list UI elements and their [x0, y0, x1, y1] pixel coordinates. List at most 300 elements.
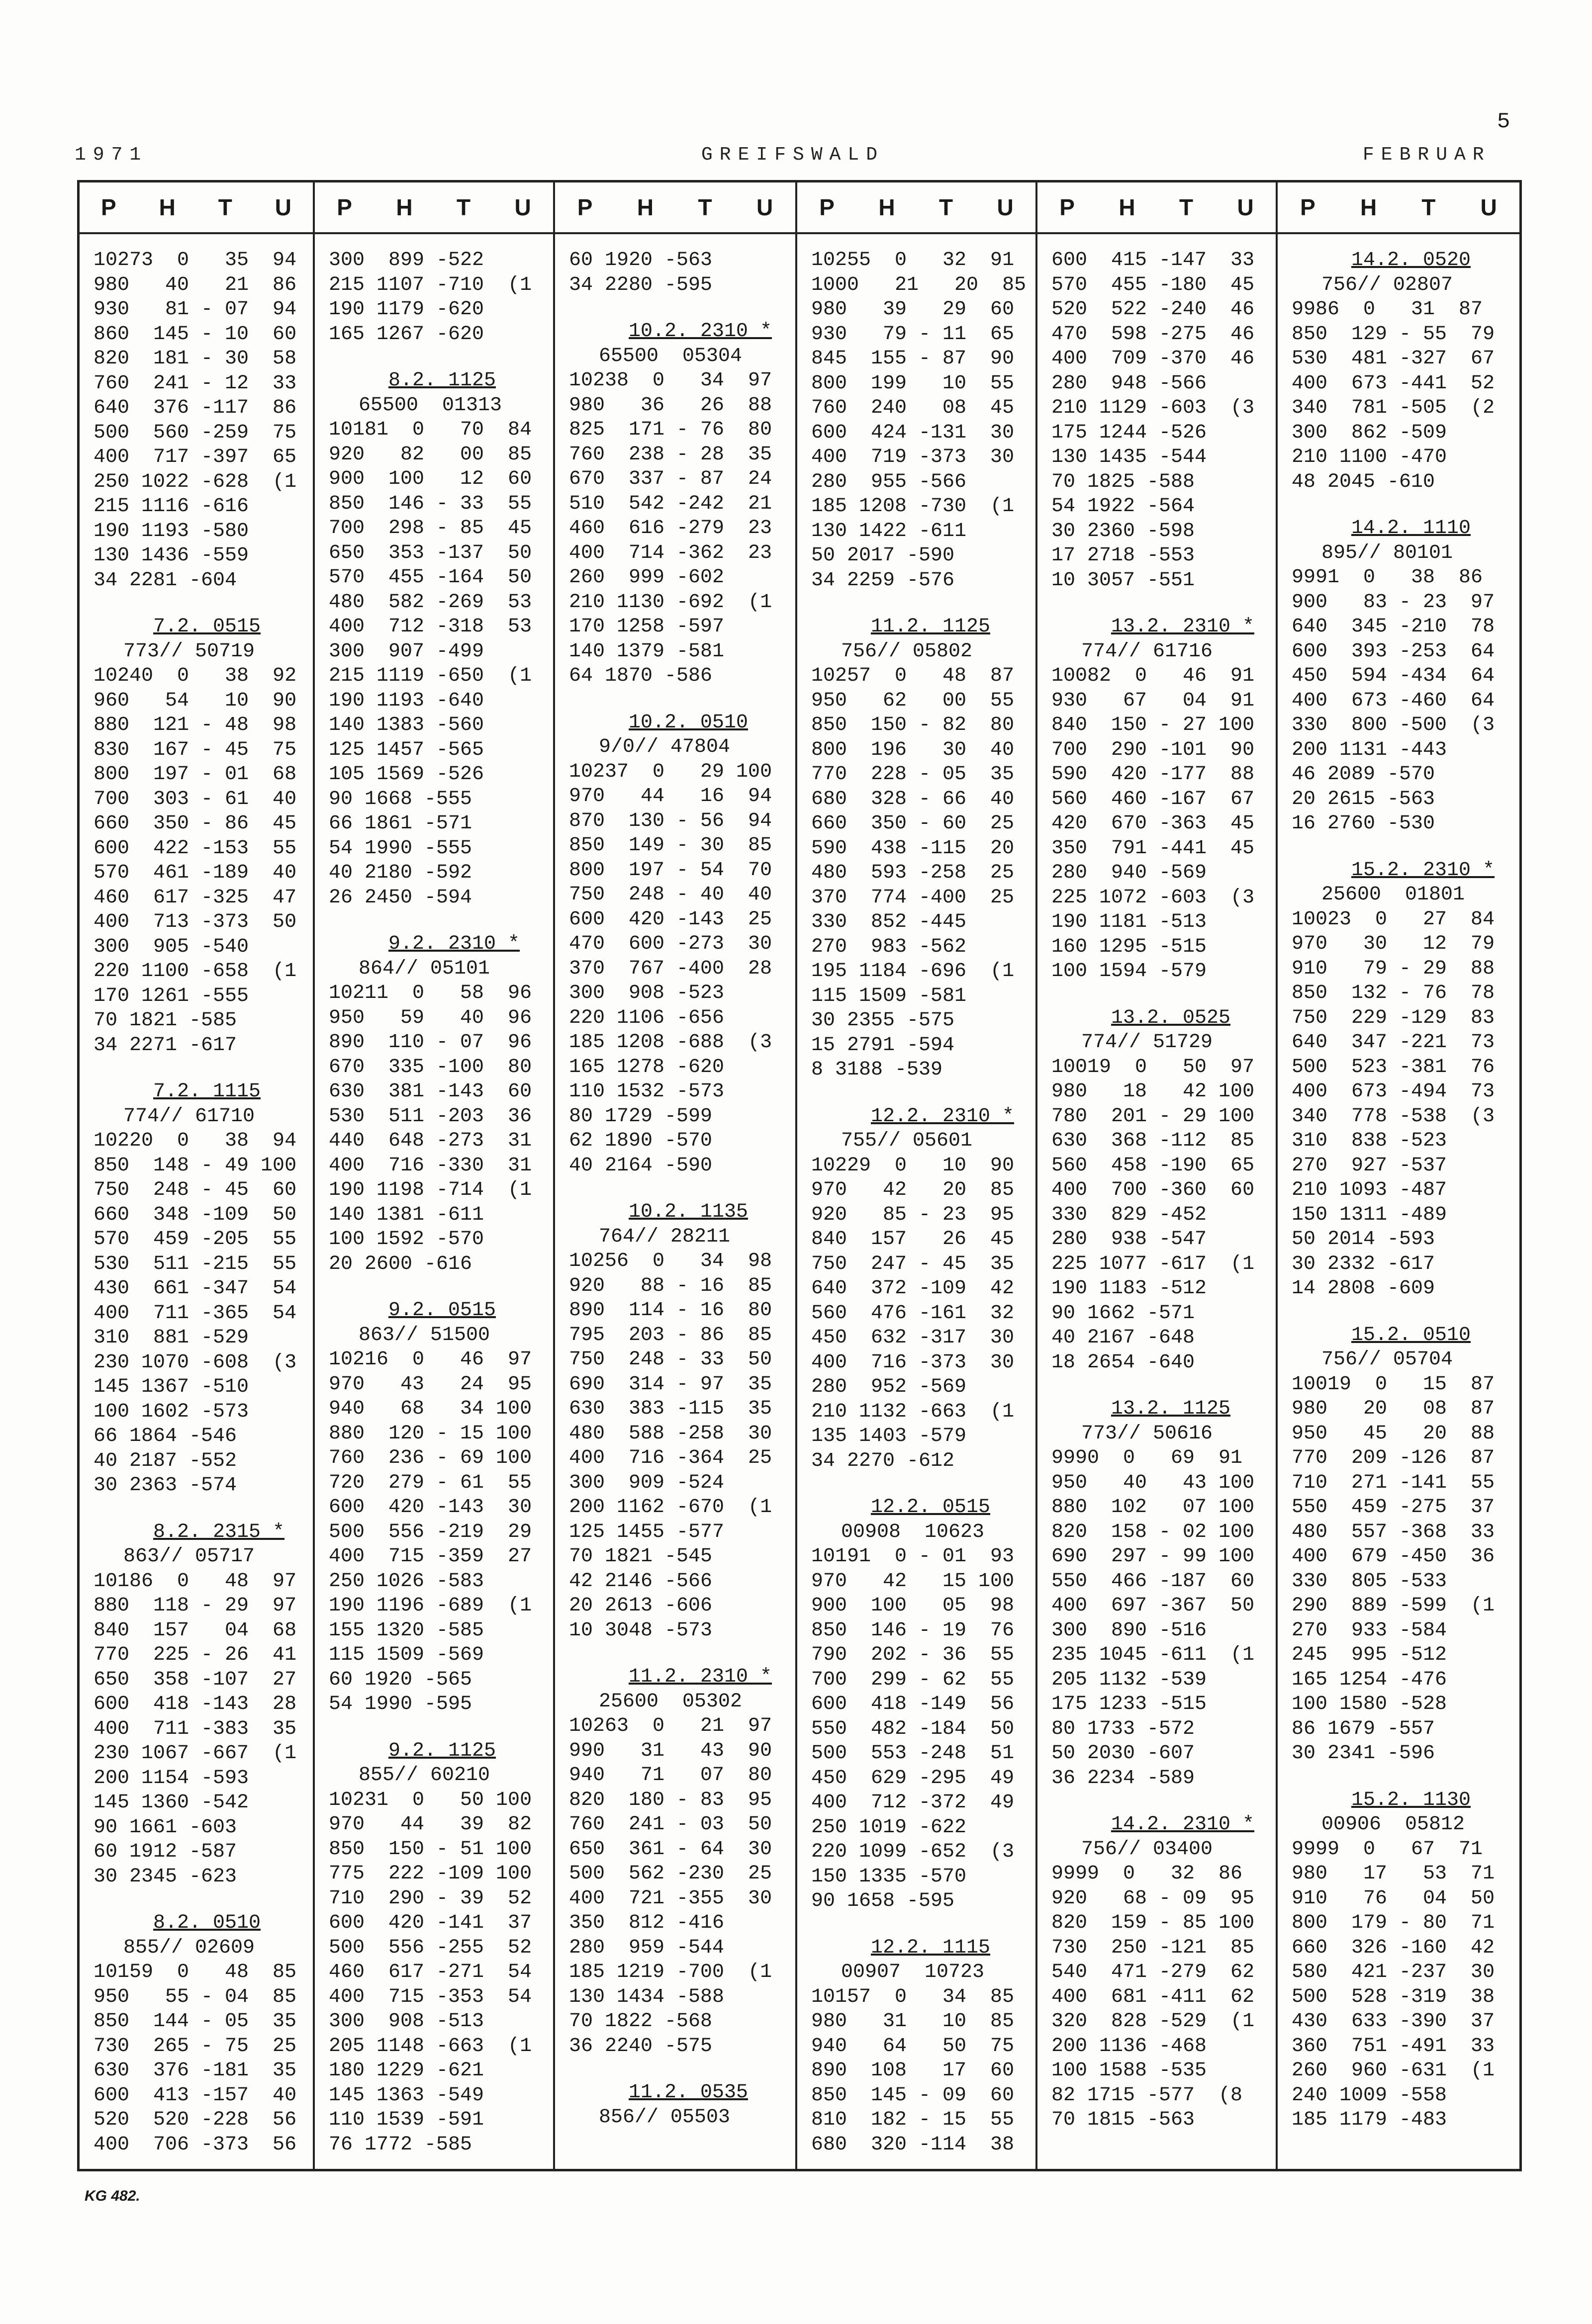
table-row: 130 1434 -588: [569, 1985, 725, 2008]
column-label: H: [1360, 194, 1377, 220]
table-row: 260 960 -631 (1: [1292, 2059, 1495, 2082]
sounding-code: 756// 03400: [1081, 1838, 1213, 1861]
table-row: 850 145 - 09 60: [811, 2084, 1015, 2107]
table-row: 330 829 -452: [1051, 1203, 1207, 1226]
sounding-code: 65500 01313: [359, 394, 502, 417]
table-row: 190 1198 -714 (1: [329, 1179, 532, 1201]
sounding-date-time: 14.2. 2310 *: [1111, 1813, 1255, 1836]
table-row: 530 511 -215 55: [94, 1252, 297, 1275]
table-row: 970 42 20 85: [811, 1179, 1015, 1201]
table-row: 30 2363 -574: [94, 1474, 237, 1497]
table-row: 30 2345 -623: [94, 1865, 237, 1888]
table-row: 420 670 -363 45: [1051, 812, 1255, 835]
table-row: 70 1822 -568: [569, 2010, 713, 2033]
table-row: 600 422 -153 55: [94, 837, 297, 860]
table-row: 10157 0 34 85: [811, 1985, 1015, 2008]
table-row: 760 241 - 03 50: [569, 1813, 772, 1836]
table-row: 10 3048 -573: [569, 1619, 713, 1642]
table-row: 690 314 - 97 35: [569, 1373, 772, 1396]
table-row: 280 938 -547: [1051, 1228, 1207, 1251]
table-row: 400 673 -441 52: [1292, 372, 1495, 395]
table-row: 10256 0 34 98: [569, 1250, 772, 1272]
table-row: 115 1509 -569: [329, 1644, 484, 1666]
table-row: 110 1532 -573: [569, 1080, 725, 1103]
table-row: 100 1594 -579: [1051, 960, 1207, 983]
table-row: 76 1772 -585: [329, 2133, 472, 2156]
table-row: 300 890 -516: [1051, 1619, 1207, 1642]
table-row: 215 1119 -650 (1: [329, 665, 532, 687]
column-body: [1278, 234, 1519, 2133]
table-row: 86 1679 -557: [1292, 1717, 1435, 1740]
table-row: 270 933 -584: [1292, 1619, 1447, 1642]
column-label: P: [1059, 194, 1075, 220]
sounding-date-time: 14.2. 1110: [1351, 517, 1471, 539]
sounding-code: 855// 60210: [359, 1764, 490, 1787]
table-row: 400 673 -494 73: [1292, 1080, 1495, 1103]
column-header: [1278, 182, 1519, 234]
table-row: 550 466 -187 60: [1051, 1570, 1255, 1593]
sounding-code: 25600 05302: [599, 1690, 743, 1713]
table-row: 825 171 - 76 80: [569, 419, 772, 441]
table-row: 145 1367 -510: [94, 1376, 249, 1398]
table-row: 185 1208 -688 (3: [569, 1031, 772, 1054]
table-row: 64 1870 -586: [569, 665, 713, 687]
sounding-code: 65500 05304: [599, 345, 743, 367]
table-row: 50 2017 -590: [811, 544, 955, 567]
table-row: 680 328 - 66 40: [811, 788, 1015, 810]
table-row: 260 999 -602: [569, 566, 725, 589]
table-row: 600 418 -149 56: [811, 1693, 1015, 1715]
table-row: 300 909 -524: [569, 1471, 725, 1494]
table-row: 400 716 -330 31: [329, 1154, 532, 1177]
table-row: 600 420 -141 37: [329, 1912, 532, 1934]
table-row: 860 145 - 10 60: [94, 323, 297, 346]
sounding-code: 863// 05717: [123, 1545, 255, 1568]
table-row: 560 460 -167 67: [1051, 788, 1255, 810]
table-row: 70 1815 -563: [1051, 2109, 1195, 2131]
table-row: 20 2613 -606: [569, 1595, 713, 1617]
column-label: U: [514, 194, 531, 220]
sounding-block: [569, 2080, 791, 2130]
table-row: 10019 0 50 97: [1051, 1056, 1255, 1078]
table-row: 125 1455 -577: [569, 1520, 725, 1543]
table-row: 10 3057 -551: [1051, 569, 1195, 592]
table-row: 215 1116 -616: [94, 495, 249, 518]
table-row: 240 1009 -558: [1292, 2084, 1447, 2107]
table-row: 820 159 - 85 100: [1051, 1912, 1255, 1934]
table-row: 440 648 -273 31: [329, 1130, 532, 1152]
table-row: 9999 0 32 86: [1051, 1863, 1243, 1885]
sounding-date-time: 8.2. 1125: [388, 369, 496, 392]
table-row: 280 955 -566: [811, 470, 967, 493]
sounding-block: [329, 1298, 549, 1717]
sounding-block: [1051, 1812, 1272, 2133]
table-row: 34 2280 -595: [569, 273, 713, 296]
observation-table: [77, 180, 1522, 2171]
sounding-block: [811, 1495, 1031, 1914]
sounding-code: 774// 61710: [123, 1105, 255, 1128]
table-row: 510 542 -242 21: [569, 492, 772, 515]
table-row: 235 1045 -611 (1: [1051, 1644, 1255, 1666]
table-row: 140 1379 -581: [569, 640, 725, 663]
table-row: 910 76 04 50: [1292, 1887, 1495, 1910]
table-row: 980 39 29 60: [811, 298, 1015, 321]
table-row: 170 1258 -597: [569, 616, 725, 638]
sounding-block: [1292, 248, 1515, 494]
table-row: 210 1130 -692 (1: [569, 591, 772, 614]
table-row: 400 712 -372 49: [811, 1791, 1015, 1814]
table-row: 430 661 -347 54: [94, 1277, 297, 1300]
table-row: 30 2355 -575: [811, 1009, 955, 1032]
table-row: 600 424 -131 30: [811, 421, 1015, 444]
table-row: 470 598 -275 46: [1051, 323, 1255, 346]
table-row: 175 1233 -515: [1051, 1693, 1207, 1715]
table-row: 150 1311 -489: [1292, 1203, 1447, 1226]
table-row: 830 167 - 45 75: [94, 738, 297, 761]
table-row: 560 476 -161 32: [811, 1302, 1015, 1325]
table-row: 990 31 43 90: [569, 1739, 772, 1762]
table-row: 630 383 -115 35: [569, 1398, 772, 1420]
table-row: 940 64 50 75: [811, 2035, 1015, 2057]
table-row: 245 995 -512: [1292, 1644, 1447, 1666]
table-row: 700 299 - 62 55: [811, 1668, 1015, 1691]
table-row: 820 181 - 30 58: [94, 348, 297, 370]
table-row: 630 381 -143 60: [329, 1080, 532, 1103]
table-row: 225 1077 -617 (1: [1051, 1252, 1255, 1275]
table-row: 980 17 53 71: [1292, 1863, 1495, 1885]
column-label: T: [218, 194, 232, 220]
table-row: 225 1072 -603 (3: [1051, 886, 1255, 909]
form-number: KG 482.: [85, 2188, 140, 2204]
sounding-block: [811, 248, 1031, 593]
table-row: 54 1990 -555: [329, 837, 472, 860]
table-row: 570 459 -205 55: [94, 1228, 297, 1251]
table-row: 730 250 -121 85: [1051, 1936, 1255, 1959]
table-row: 890 114 - 16 80: [569, 1299, 772, 1322]
table-row: 710 271 -141 55: [1292, 1471, 1495, 1494]
sounding-code: 9/0// 47804: [599, 736, 731, 758]
table-row: 175 1244 -526: [1051, 421, 1207, 444]
table-row: 810 182 - 15 55: [811, 2109, 1015, 2131]
table-row: 500 556 -219 29: [329, 1520, 532, 1543]
column-body: [797, 234, 1035, 2157]
table-row: 450 594 -434 64: [1292, 665, 1495, 687]
table-row: 1000 21 20 85: [811, 273, 1027, 296]
sounding-code: 855// 02609: [123, 1936, 255, 1959]
table-row: 550 482 -184 50: [811, 1717, 1015, 1740]
sounding-block: [1051, 1397, 1272, 1790]
sounding-code: 764// 28211: [599, 1225, 731, 1248]
table-row: 660 350 - 60 25: [811, 812, 1015, 835]
table-row: 70 1825 -588: [1051, 470, 1195, 493]
table-row: 680 320 -114 38: [811, 2133, 1015, 2156]
table-row: 500 560 -259 75: [94, 421, 297, 444]
table-row: 500 523 -381 76: [1292, 1056, 1495, 1078]
table-row: 770 228 - 05 35: [811, 763, 1015, 786]
table-row: 330 852 -445: [811, 911, 967, 933]
table-row: 370 767 -400 28: [569, 957, 772, 980]
table-row: 250 1022 -628 (1: [94, 470, 297, 493]
table-row: 480 593 -258 25: [811, 862, 1015, 884]
sounding-block: [811, 615, 1031, 1082]
table-row: 36 2240 -575: [569, 2035, 713, 2057]
table-row: 10181 0 70 84: [329, 419, 532, 441]
table-row: 300 908 -523: [569, 982, 725, 1004]
table-row: 210 1129 -603 (3: [1051, 397, 1255, 419]
table-row: 54 1922 -564: [1051, 495, 1195, 518]
table-row: 26 2450 -594: [329, 886, 472, 909]
table-row: 90 1658 -595: [811, 1890, 955, 1912]
sounding-code: 856// 05503: [599, 2106, 731, 2129]
table-row: 185 1208 -730 (1: [811, 495, 1015, 518]
table-row: 890 110 - 07 96: [329, 1031, 532, 1054]
table-column: [555, 182, 797, 2169]
table-row: 100 1580 -528: [1292, 1693, 1447, 1715]
table-row: 66 1864 -546: [94, 1425, 237, 1447]
table-row: 750 248 - 40 40: [569, 884, 772, 906]
table-row: 60 1912 -587: [94, 1841, 237, 1863]
table-row: 80 1729 -599: [569, 1105, 713, 1128]
sounding-date-time: 9.2. 2310 *: [388, 933, 520, 955]
table-row: 600 415 -147 33: [1051, 249, 1255, 271]
table-row: 40 2167 -648: [1051, 1327, 1195, 1349]
table-row: 10186 0 48 97: [94, 1570, 297, 1593]
table-row: 18 2654 -640: [1051, 1351, 1195, 1374]
column-label: P: [577, 194, 593, 220]
sounding-date-time: 11.2. 2310 *: [629, 1666, 772, 1688]
table-row: 150 1335 -570: [811, 1865, 967, 1888]
column-label: P: [337, 194, 352, 220]
table-row: 220 1099 -652 (3: [811, 1841, 1015, 1863]
table-row: 200 1136 -468: [1051, 2035, 1207, 2057]
table-row: 400 716 -364 25: [569, 1447, 772, 1469]
table-row: 900 83 - 23 97: [1292, 591, 1495, 614]
table-row: 350 812 -416: [569, 1912, 725, 1934]
table-row: 840 150 - 27 100: [1051, 714, 1255, 736]
table-row: 750 229 -129 83: [1292, 1006, 1495, 1029]
table-row: 145 1363 -549: [329, 2084, 484, 2107]
table-row: 9991 0 38 86: [1292, 566, 1483, 589]
table-row: 970 44 39 82: [329, 1813, 532, 1836]
table-row: 530 511 -203 36: [329, 1105, 532, 1128]
table-row: 165 1254 -476: [1292, 1668, 1447, 1691]
sounding-code: 863// 51500: [359, 1324, 490, 1346]
table-row: 20 2600 -616: [329, 1252, 472, 1275]
table-row: 780 201 - 29 100: [1051, 1105, 1255, 1128]
table-row: 850 146 - 33 55: [329, 492, 532, 515]
table-row: 590 438 -115 20: [811, 837, 1015, 860]
sounding-code: 755// 05601: [841, 1130, 973, 1152]
table-row: 82 1715 -577 (8: [1051, 2084, 1243, 2107]
table-row: 640 345 -210 78: [1292, 616, 1495, 638]
table-row: 210 1132 -663 (1: [811, 1400, 1015, 1423]
table-row: 480 582 -269 53: [329, 591, 532, 614]
sounding-date-time: 15.2. 1130: [1351, 1788, 1471, 1811]
table-row: 980 18 42 100: [1051, 1080, 1255, 1103]
table-row: 190 1193 -580: [94, 520, 249, 542]
table-row: 200 1131 -443: [1292, 738, 1447, 761]
table-row: 920 88 - 16 85: [569, 1274, 772, 1297]
table-row: 400 706 -373 56: [94, 2133, 297, 2156]
table-row: 650 361 - 64 30: [569, 1838, 772, 1861]
table-row: 90 1661 -603: [94, 1816, 237, 1839]
sounding-code: 00907 10723: [841, 1961, 985, 1983]
sounding-block: [329, 368, 549, 910]
table-row: 10263 0 21 97: [569, 1715, 772, 1737]
table-row: 920 82 00 85: [329, 443, 532, 466]
table-row: 9986 0 31 87: [1292, 298, 1483, 321]
table-row: 36 2234 -589: [1051, 1767, 1195, 1789]
table-row: 15 2791 -594: [811, 1034, 955, 1057]
table-row: 195 1184 -696 (1: [811, 960, 1015, 983]
table-row: 950 62 00 55: [811, 689, 1015, 712]
table-row: 970 44 16 94: [569, 785, 772, 807]
table-row: 940 71 07 80: [569, 1764, 772, 1787]
table-row: 690 297 - 99 100: [1051, 1545, 1255, 1568]
sounding-block: [1051, 248, 1272, 593]
table-row: 140 1383 -560: [329, 714, 484, 736]
table-row: 17 2718 -553: [1051, 544, 1195, 567]
table-row: 60 1920 -563: [569, 249, 713, 271]
table-row: 450 629 -295 49: [811, 1767, 1015, 1789]
table-row: 400 717 -397 65: [94, 446, 297, 468]
table-row: 145 1360 -542: [94, 1791, 249, 1814]
sounding-date-time: 15.2. 0510: [1351, 1324, 1471, 1346]
table-column: [1278, 182, 1519, 2169]
table-row: 54 1990 -595: [329, 1693, 472, 1715]
table-row: 650 353 -137 50: [329, 541, 532, 564]
table-row: 16 2760 -530: [1292, 812, 1435, 835]
table-row: 920 85 - 23 95: [811, 1203, 1015, 1226]
sounding-date-time: 12.2. 2310 *: [871, 1105, 1015, 1128]
table-row: 430 633 -390 37: [1292, 2010, 1495, 2033]
table-row: 600 420 -143 30: [329, 1496, 532, 1519]
sounding-block: [329, 932, 549, 1276]
table-row: 10220 0 38 94: [94, 1130, 297, 1152]
column-label: T: [456, 194, 471, 220]
table-row: 300 907 -499: [329, 640, 484, 663]
sounding-code: 774// 61716: [1081, 640, 1213, 663]
column-label: T: [1421, 194, 1436, 220]
table-row: 460 616 -279 23: [569, 517, 772, 539]
table-row: 400 700 -360 60: [1051, 1179, 1255, 1201]
table-row: 500 553 -248 51: [811, 1742, 1015, 1765]
table-row: 400 711 -365 54: [94, 1302, 297, 1325]
table-row: 330 800 -500 (3: [1292, 714, 1495, 736]
table-row: 48 2045 -610: [1292, 470, 1435, 493]
table-row: 30 2341 -596: [1292, 1742, 1435, 1765]
table-row: 470 600 -273 30: [569, 933, 772, 955]
table-row: 280 948 -566: [1051, 372, 1207, 395]
table-row: 880 118 - 29 97: [94, 1595, 297, 1617]
table-row: 770 209 -126 87: [1292, 1447, 1495, 1469]
sounding-date-time: 11.2. 1125: [871, 616, 991, 638]
table-row: 850 129 - 55 79: [1292, 323, 1495, 346]
table-row: 670 337 - 87 24: [569, 468, 772, 490]
table-row: 980 36 26 88: [569, 394, 772, 417]
table-row: 100 1588 -535: [1051, 2059, 1207, 2082]
table-row: 930 81 - 07 94: [94, 298, 297, 321]
table-row: 10082 0 46 91: [1051, 665, 1255, 687]
table-row: 250 1026 -583: [329, 1570, 484, 1593]
table-row: 920 68 - 09 95: [1051, 1887, 1255, 1910]
table-row: 660 326 -160 42: [1292, 1936, 1495, 1959]
sounding-block: [1292, 1788, 1515, 2133]
sounding-code: 756// 05704: [1321, 1348, 1453, 1371]
table-row: 10216 0 46 97: [329, 1348, 532, 1371]
column-body: [555, 234, 795, 2130]
sounding-date-time: 10.2. 2310 *: [629, 320, 772, 343]
table-row: 10159 0 48 85: [94, 1961, 297, 1983]
table-row: 500 528 -319 38: [1292, 1985, 1495, 2008]
table-row: 66 1861 -571: [329, 812, 472, 835]
table-row: 590 420 -177 88: [1051, 763, 1255, 786]
table-row: 14 2808 -609: [1292, 1277, 1435, 1300]
table-row: 600 418 -143 28: [94, 1693, 297, 1715]
sounding-date-time: 11.2. 0535: [629, 2081, 749, 2104]
sounding-code: 00908 10623: [841, 1520, 985, 1543]
table-row: 8 3188 -539: [811, 1059, 943, 1081]
table-row: 500 556 -255 52: [329, 1936, 532, 1959]
sounding-date-time: 8.2. 2315 *: [153, 1520, 285, 1543]
table-row: 850 144 - 05 35: [94, 2010, 297, 2033]
table-row: 570 455 -164 50: [329, 566, 532, 589]
table-row: 210 1100 -470: [1292, 446, 1447, 468]
table-row: 50 2014 -593: [1292, 1228, 1435, 1251]
sounding-block: [94, 615, 309, 1058]
table-row: 730 265 - 75 25: [94, 2035, 297, 2057]
sounding-date-time: 13.2. 2310 *: [1111, 616, 1255, 638]
table-row: 250 1019 -622: [811, 1816, 967, 1839]
table-row: 880 120 - 15 100: [329, 1422, 532, 1445]
sounding-date-time: 9.2. 0515: [388, 1299, 496, 1322]
table-row: 30 2332 -617: [1292, 1252, 1435, 1275]
sounding-block: [1292, 516, 1515, 836]
table-row: 10019 0 15 87: [1292, 1373, 1495, 1396]
column-header: [555, 182, 795, 234]
sounding-code: 25600 01801: [1321, 884, 1465, 906]
sounding-code: 774// 51729: [1081, 1031, 1213, 1054]
table-row: 170 1261 -555: [94, 984, 249, 1007]
table-row: 190 1181 -513: [1051, 911, 1207, 933]
table-row: 270 983 -562: [811, 935, 967, 958]
table-row: 630 368 -112 85: [1051, 1130, 1255, 1152]
table-row: 90 1668 -555: [329, 788, 472, 810]
table-row: 930 67 04 91: [1051, 689, 1255, 712]
table-row: 890 108 17 60: [811, 2059, 1015, 2082]
table-row: 34 2259 -576: [811, 569, 955, 592]
table-row: 280 940 -569: [1051, 862, 1207, 884]
table-row: 34 2281 -604: [94, 569, 237, 592]
table-row: 10231 0 50 100: [329, 1788, 532, 1811]
table-row: 720 279 - 61 55: [329, 1471, 532, 1494]
table-row: 800 197 - 01 68: [94, 763, 297, 786]
table-row: 460 617 -271 54: [329, 1961, 532, 1983]
column-label: U: [1237, 194, 1254, 220]
table-row: 70 1821 -545: [569, 1545, 713, 1568]
sounding-date-time: 12.2. 1115: [871, 1936, 991, 1959]
table-row: 130 1422 -611: [811, 520, 967, 542]
table-row: 400 673 -460 64: [1292, 689, 1495, 712]
table-row: 800 196 30 40: [811, 738, 1015, 761]
sounding-block: [94, 1911, 309, 2157]
table-row: 230 1067 -667 (1: [94, 1742, 297, 1765]
table-row: 155 1320 -585: [329, 1619, 484, 1642]
table-row: 190 1196 -689 (1: [329, 1595, 532, 1617]
column-label: U: [997, 194, 1014, 220]
sounding-code: 773// 50719: [123, 640, 255, 663]
sounding-date-time: 8.2. 0510: [153, 1912, 261, 1934]
